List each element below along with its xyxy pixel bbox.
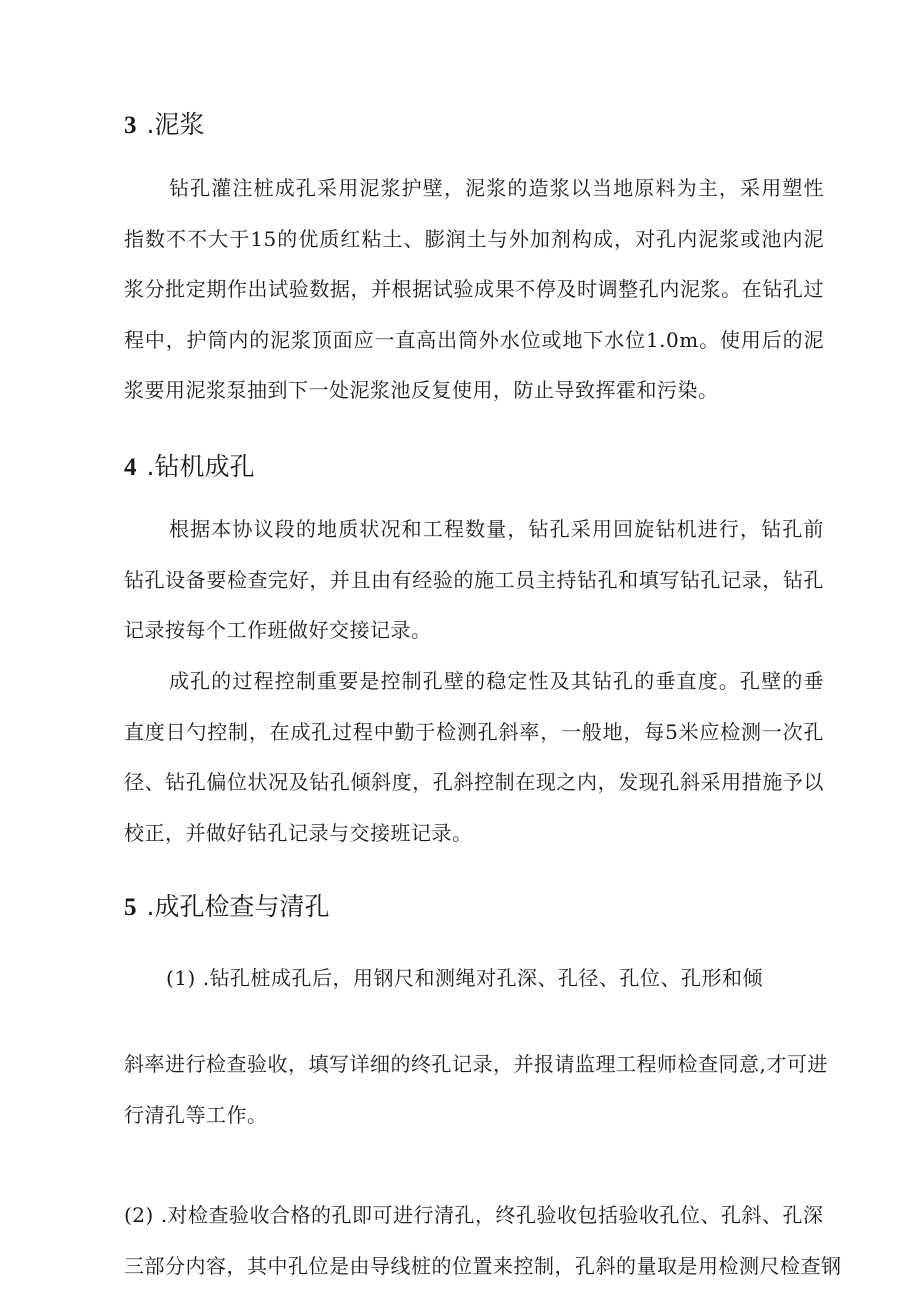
item-2-line-1: (2) .对检查验收合格的孔即可进行清孔，终孔验收包括验收孔位、孔斜、孔深	[124, 1203, 824, 1227]
item-1-line-3: 行清孔等工作。	[124, 1103, 268, 1127]
section-5-heading	[124, 892, 329, 923]
section-5-number: 5	[124, 894, 137, 921]
item-2-line-2: 三部分内容，其中孔位是由导线桩的位置来控制，孔斜的量取是用检测尺检查钢	[124, 1254, 842, 1278]
section-3-paragraph: 钻孔灌注桩成孔采用泥浆护壁，泥浆的造浆以当地原料为主，采用塑性指数不不大于15的优质红粘土、膨润土与外加剂构成，对孔内泥浆或池内泥浆分批定期作出试验数据，并根据试验成果不停及时调整孔内泥浆。在钻孔过程中，护筒内的泥浆顶面应一直高出筒外水位或地下水位1.0m。使用后的泥浆要用泥浆泵抽到下一处泥浆池反复使用，防止导致挥霍和污染。	[124, 176, 824, 402]
section-4-number: 4	[124, 454, 137, 481]
section-3-title: .泥浆	[146, 110, 205, 139]
section-3-heading	[124, 110, 204, 141]
item-1-line-1: (1) .钻孔桩成孔后，用钢尺和测绳对孔深、孔径、孔位、孔形和倾	[166, 966, 764, 990]
section-5-title: .成孔检查与清孔	[146, 892, 330, 921]
section-4-heading	[124, 452, 254, 483]
section-4-title: .钻机成孔	[146, 452, 255, 481]
section-4-paragraph-1: 根据本协议段的地质状况和工程数量，钻孔采用回旋钻机进行，钻孔前钻孔设备要检查完好，并且由有经验的施工员主持钻孔和填写钻孔记录，钻孔记录按每个工作班做好交接记录。	[124, 517, 824, 642]
section-3-number: 3	[124, 112, 137, 139]
item-1-line-2: 斜率进行检查验收，填写详细的终孔记录，并报请监理工程师检查同意,才可进	[124, 1052, 828, 1076]
section-4-paragraph-2: 成孔的过程控制重要是控制孔壁的稳定性及其钻孔的垂直度。孔壁的垂直度日勺控制，在成孔过程中勤于检测孔斜率，一般地，每5米应检测一次孔径、钻孔偏位状况及钻孔倾斜度，孔斜控制在现之内，发现孔斜采用措施予以校正，并做好钻孔记录与交接班记录。	[124, 669, 824, 845]
